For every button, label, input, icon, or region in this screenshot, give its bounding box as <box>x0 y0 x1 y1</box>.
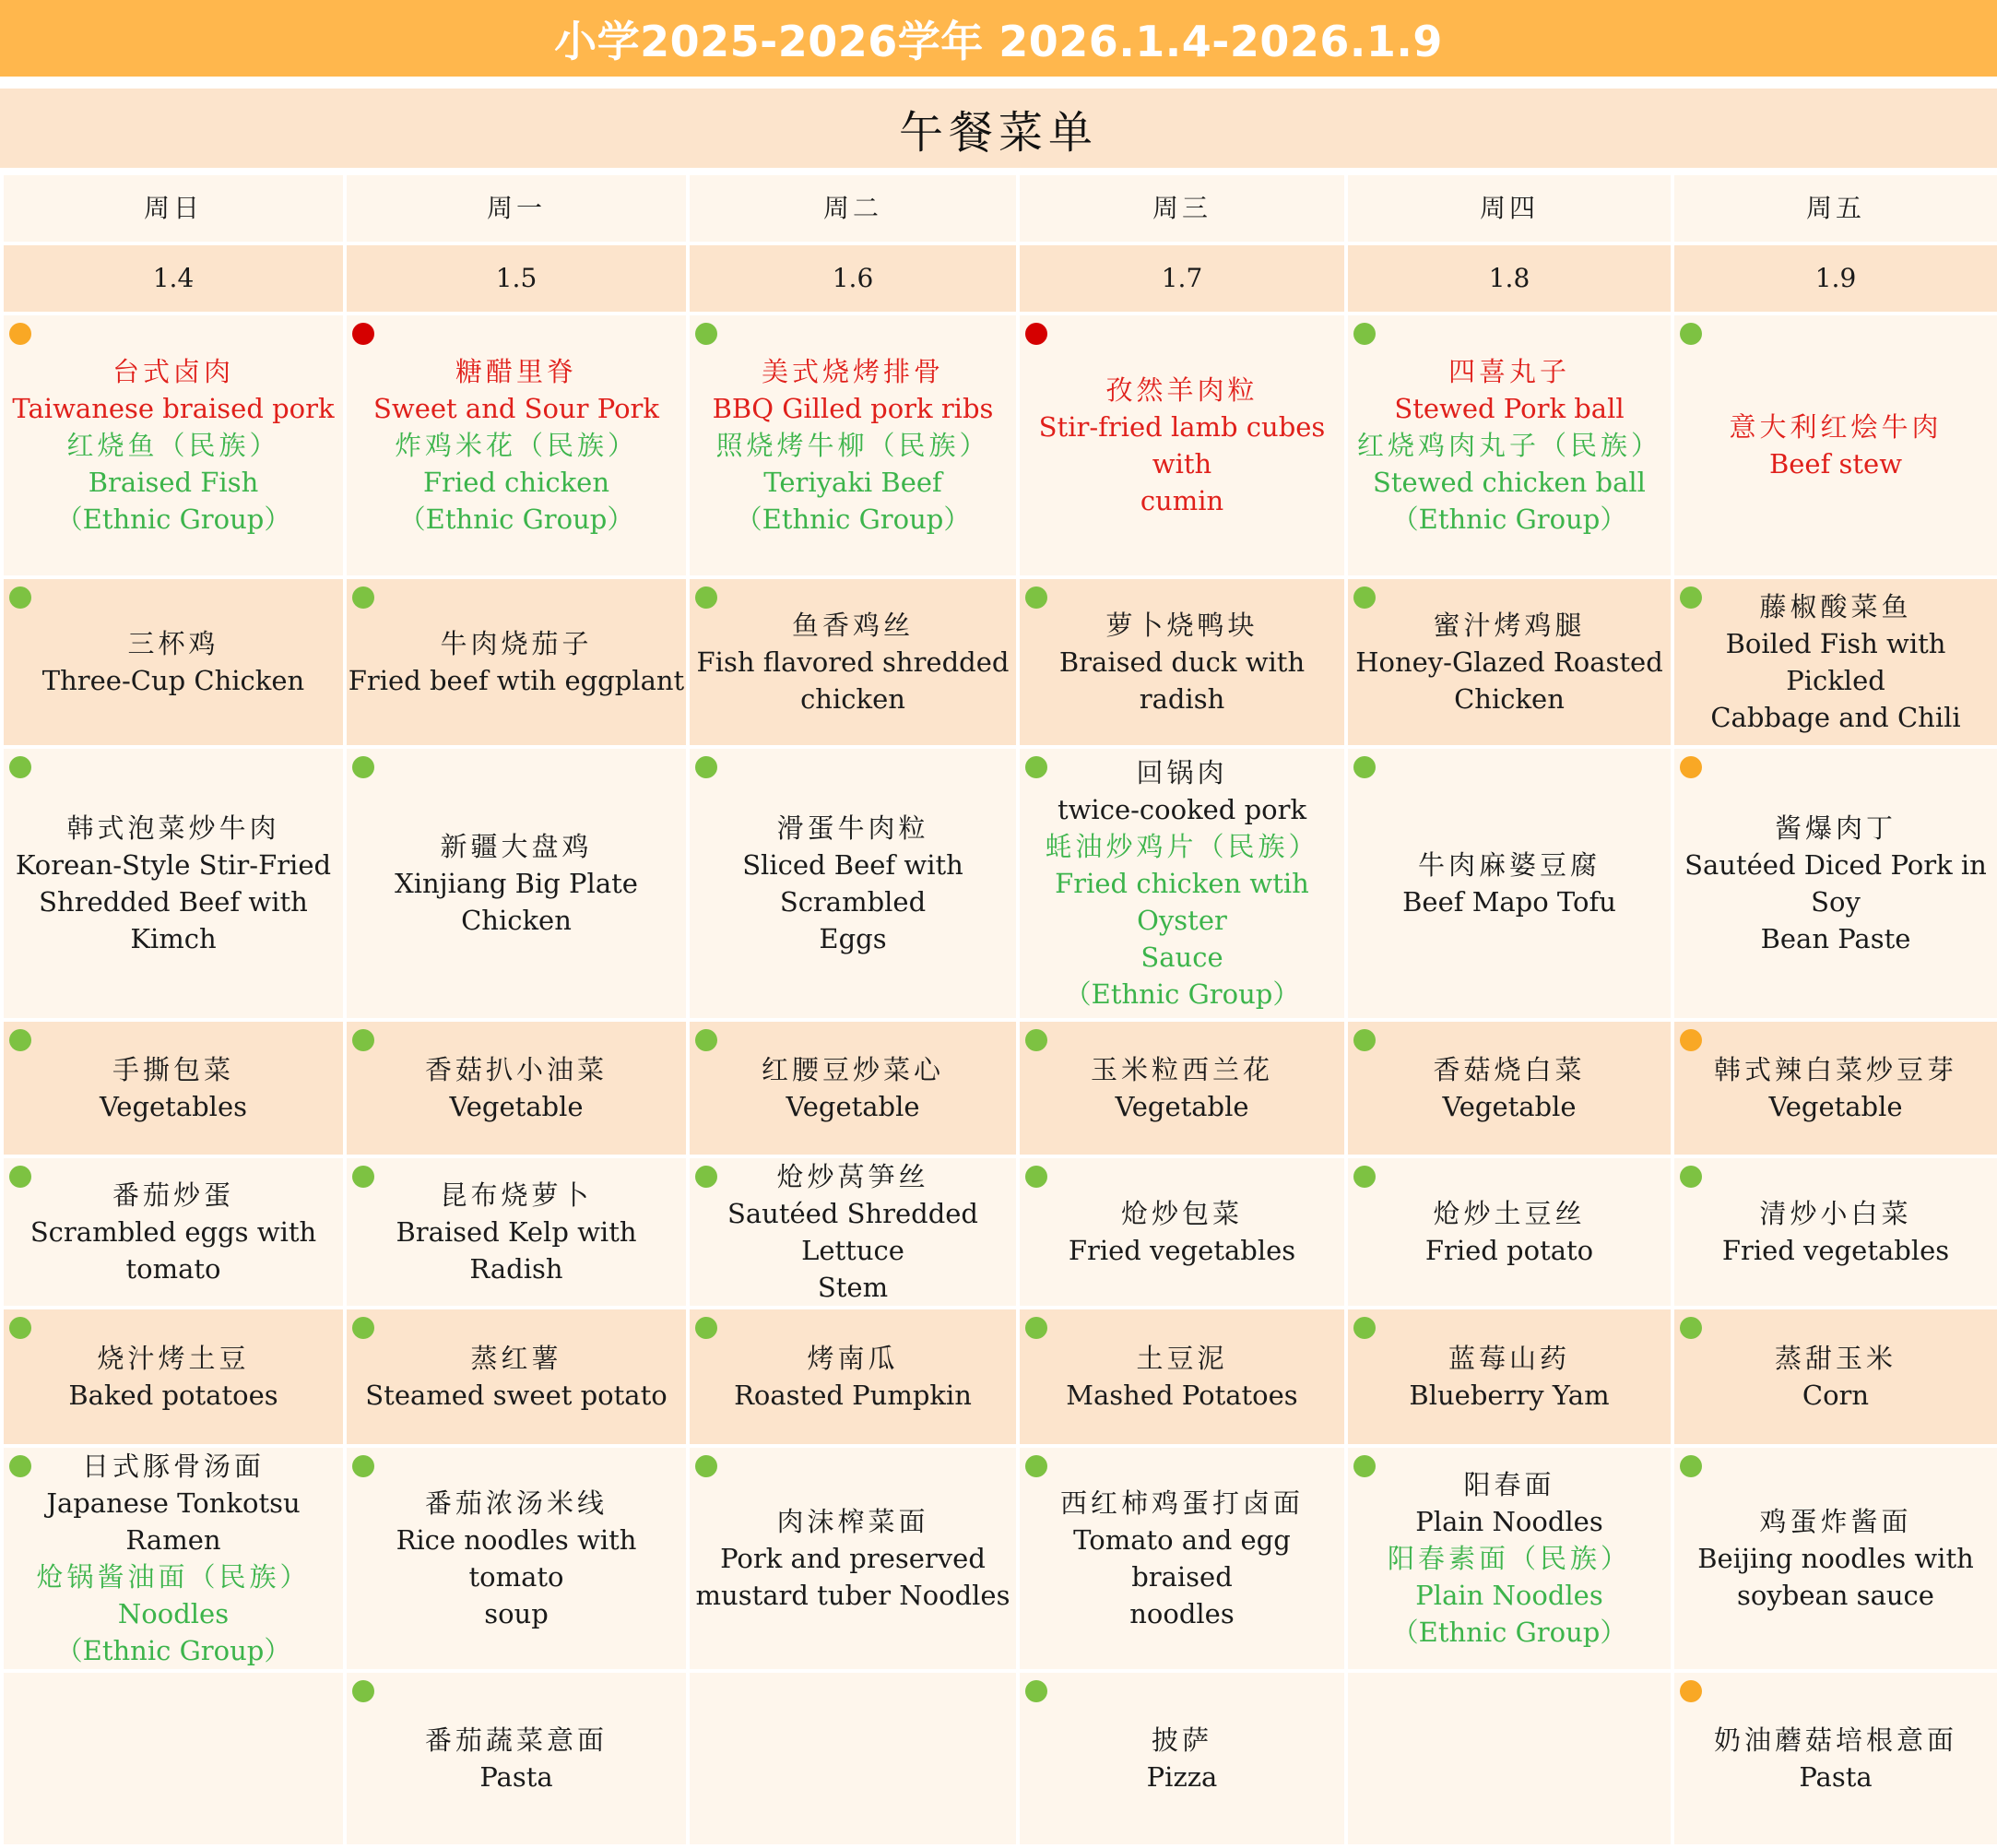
dish-cell <box>688 1671 1018 1846</box>
dish-name-zh: 蜜汁烤鸡腿 <box>1433 610 1586 641</box>
dish-name-en: soybean sauce <box>1737 1580 1934 1611</box>
dish-name-en: Plain Noodles <box>1415 1580 1603 1611</box>
green-dot-icon <box>1353 1166 1376 1188</box>
dish-name-zh: 照烧烤牛柳（民族） <box>715 430 990 461</box>
dish-cell <box>1018 1446 1346 1671</box>
dish-cell <box>345 314 688 577</box>
green-dot-icon <box>1680 1317 1702 1339</box>
dish-name-zh: 西红柿鸡蛋打卤面 <box>1059 1487 1304 1519</box>
dish-name-en: Stir-fried lamb cubes with <box>1038 411 1326 480</box>
dish-name-en: Sautéed Shredded Lettuce <box>727 1198 979 1266</box>
dish-cell <box>2 747 345 1020</box>
dish-name-zh: 韩式泡菜炒牛肉 <box>66 812 280 844</box>
dish-name-en: Shredded Beef with Kimch <box>39 886 308 954</box>
dish-name-en: Fried chicken wtih Oyster <box>1055 868 1309 936</box>
green-dot-icon <box>695 1029 717 1051</box>
dish-name-zh: 糖醋里脊 <box>455 356 577 387</box>
dish-row <box>2 1020 1997 1156</box>
green-dot-icon <box>1025 1029 1047 1051</box>
green-dot-icon <box>9 1029 31 1051</box>
dish-name-en: mustard tuber Noodles <box>695 1580 1010 1611</box>
dish-name-en: chicken <box>800 683 905 715</box>
dish-name-en: Braised duck with radish <box>1058 646 1306 715</box>
dish-cell <box>2 314 345 577</box>
dish-cell <box>345 577 688 747</box>
dish-name-zh: 滑蛋牛肉粒 <box>776 812 929 844</box>
dish-cell <box>1672 747 1997 1020</box>
dish-name-zh: 红烧鸡肉丸子（民族） <box>1356 430 1661 461</box>
dish-name-en: Fried vegetables <box>1068 1235 1296 1266</box>
dish-cell <box>688 1446 1018 1671</box>
dish-name-en: Cabbage and Chili <box>1710 702 1961 733</box>
dish-name-zh: 新疆大盘鸡 <box>440 831 593 862</box>
date-cell: 1.5 <box>345 243 688 314</box>
dish-name-zh: 韩式辣白菜炒豆芽 <box>1713 1054 1957 1085</box>
dish-cell <box>2 1308 345 1446</box>
green-dot-icon <box>695 323 717 345</box>
dish-name-en: Vegetables <box>100 1091 247 1122</box>
menu-subtitle: 午餐菜单 <box>0 89 1997 168</box>
dish-name-zh: 阳春面 <box>1463 1469 1555 1500</box>
dish-row <box>2 747 1997 1020</box>
dish-name-en: Beef stew <box>1768 448 1903 480</box>
dish-cell <box>1346 1671 1672 1846</box>
date-cell: 1.4 <box>2 243 345 314</box>
dish-cell <box>688 1156 1018 1308</box>
dish-name-en: Fried chicken <box>422 467 610 498</box>
dish-name-en: twice-cooked pork <box>1057 794 1307 825</box>
dish-name-en: BBQ Gilled pork ribs <box>712 393 994 424</box>
dish-name-en: Blueberry Yam <box>1409 1380 1610 1411</box>
dish-cell <box>2 1671 345 1846</box>
dish-name-zh: 蚝油炒鸡片（民族） <box>1045 831 1319 862</box>
dish-name-zh: 蓝莓山药 <box>1448 1343 1570 1374</box>
dish-cell <box>1018 314 1346 577</box>
dish-name-en: Three-Cup Chicken <box>41 665 305 696</box>
dish-name-zh: 肉沫榨菜面 <box>776 1506 929 1537</box>
dish-cell <box>1672 1020 1997 1156</box>
dish-cell <box>1672 1156 1997 1308</box>
dish-name-en: Fried beef wtih eggplant <box>348 665 685 696</box>
green-dot-icon <box>1025 1317 1047 1339</box>
dish-name-en: Boiled Fish with Pickled <box>1725 628 1946 696</box>
dish-name-zh: 番茄蔬菜意面 <box>424 1724 608 1756</box>
dish-cell <box>1018 1020 1346 1156</box>
dish-name-en: Sauce <box>1140 942 1223 973</box>
date-cell: 1.6 <box>688 243 1018 314</box>
dish-cell <box>1346 747 1672 1020</box>
dish-name-zh: 烤南瓜 <box>807 1343 899 1374</box>
dish-cell <box>1672 314 1997 577</box>
page-title: 小学2025-2026学年 2026.1.4-2026.1.9 <box>0 0 1997 79</box>
dish-name-zh: 阳春素面（民族） <box>1387 1543 1631 1574</box>
dish-row <box>2 1156 1997 1308</box>
dish-name-en: Sautéed Diced Pork in Soy <box>1684 849 1987 918</box>
green-dot-icon <box>352 1317 374 1339</box>
dish-cell <box>1346 1446 1672 1671</box>
dish-name-en: Vegetable <box>1115 1091 1249 1122</box>
green-dot-icon <box>1025 1680 1047 1702</box>
dish-name-zh: 萝卜烧鸭块 <box>1105 610 1258 641</box>
dish-name-en: Taiwanese braised pork <box>12 393 335 424</box>
dish-cell <box>2 1156 345 1308</box>
dish-name-en: Braised Kelp with Radish <box>396 1216 637 1285</box>
dish-name-zh: 香菇烧白菜 <box>1433 1054 1586 1085</box>
dish-cell <box>1018 747 1346 1020</box>
dish-name-en: Stem <box>817 1272 889 1303</box>
dish-row <box>2 1308 1997 1446</box>
orange-dot-icon <box>1680 756 1702 778</box>
dish-name-en: Sweet and Sour Pork <box>373 393 659 424</box>
dish-cell <box>1018 577 1346 747</box>
dish-name-en: Vegetable <box>786 1091 920 1122</box>
green-dot-icon <box>695 1455 717 1477</box>
dish-name-en: Stewed Pork ball <box>1394 393 1625 424</box>
dish-name-zh: 三杯鸡 <box>127 628 219 659</box>
dish-name-zh: 酱爆肉丁 <box>1774 812 1897 844</box>
green-dot-icon <box>1680 323 1702 345</box>
dish-name-en: Beef Mapo Tofu <box>1402 886 1616 918</box>
dish-row <box>2 1446 1997 1671</box>
dish-name-en: Tomato and egg braised <box>1073 1524 1291 1593</box>
green-dot-icon <box>9 1166 31 1188</box>
dish-name-en: Mashed Potatoes <box>1066 1380 1298 1411</box>
green-dot-icon <box>1353 1455 1376 1477</box>
dish-name-en: cumin <box>1140 485 1224 516</box>
green-dot-icon <box>1353 756 1376 778</box>
dish-name-zh: 炝炒土豆丝 <box>1433 1198 1586 1229</box>
weekday-cell: 周三 <box>1018 173 1346 243</box>
dish-cell <box>1346 1020 1672 1156</box>
dish-name-en: （Ethnic Group） <box>55 1635 291 1666</box>
dish-cell <box>688 314 1018 577</box>
dish-name-en: Roasted Pumpkin <box>734 1380 972 1411</box>
dish-cell <box>1018 1156 1346 1308</box>
dish-name-zh: 炝炒包菜 <box>1120 1198 1243 1229</box>
dish-name-zh: 蒸甜玉米 <box>1774 1343 1897 1374</box>
orange-dot-icon <box>9 323 31 345</box>
green-dot-icon <box>9 1455 31 1477</box>
green-dot-icon <box>352 756 374 778</box>
weekday-cell: 周二 <box>688 173 1018 243</box>
dish-name-en: （Ethnic Group） <box>398 503 634 535</box>
dish-cell <box>1346 314 1672 577</box>
green-dot-icon <box>1353 323 1376 345</box>
dish-name-zh: 鸡蛋炸酱面 <box>1759 1506 1912 1537</box>
dish-cell <box>1672 577 1997 747</box>
dish-name-zh: 红烧鱼（民族） <box>66 430 280 461</box>
dish-name-en: Beijing noodles with <box>1697 1543 1974 1574</box>
dish-cell <box>1018 1671 1346 1846</box>
red-dot-icon <box>352 323 374 345</box>
dish-name-en: Scrambled eggs with tomato <box>30 1216 317 1285</box>
date-cell: 1.7 <box>1018 243 1346 314</box>
dish-name-en: Chicken <box>1454 683 1565 715</box>
dish-name-en: Pasta <box>479 1761 553 1793</box>
green-dot-icon <box>9 586 31 609</box>
green-dot-icon <box>1025 1166 1047 1188</box>
dish-name-zh: 手撕包菜 <box>112 1054 234 1085</box>
dish-name-en: Plain Noodles <box>1415 1506 1603 1537</box>
weekday-cell: 周五 <box>1672 173 1997 243</box>
dish-name-en: Rice noodles with tomato <box>396 1524 637 1593</box>
dish-name-en: soup <box>484 1598 549 1629</box>
dish-row <box>2 1671 1997 1846</box>
orange-dot-icon <box>1680 1029 1702 1051</box>
dish-row <box>2 314 1997 577</box>
dish-name-en: （Ethnic Group） <box>735 503 971 535</box>
dish-cell <box>1346 1308 1672 1446</box>
green-dot-icon <box>352 1455 374 1477</box>
dish-name-zh: 美式烧烤排骨 <box>761 356 944 387</box>
dish-name-en: Korean-Style Stir-Fried <box>15 849 332 881</box>
dish-cell <box>688 1020 1018 1156</box>
dish-name-en: Japanese Tonkotsu Ramen <box>46 1487 301 1556</box>
dish-name-en: Fried potato <box>1424 1235 1594 1266</box>
green-dot-icon <box>1680 1166 1702 1188</box>
dish-name-en: Steamed sweet potato <box>365 1380 668 1411</box>
dish-cell <box>1346 577 1672 747</box>
weekday-cell: 周四 <box>1346 173 1672 243</box>
green-dot-icon <box>1025 756 1047 778</box>
menu-table-body <box>2 173 1997 1846</box>
dish-name-zh: 清炒小白菜 <box>1759 1198 1912 1229</box>
dish-name-zh: 炝锅酱油面（民族） <box>36 1561 311 1593</box>
green-dot-icon <box>1353 586 1376 609</box>
green-dot-icon <box>695 586 717 609</box>
dish-cell <box>1672 1446 1997 1671</box>
dish-name-en: Xinjiang Big Plate Chicken <box>395 868 638 936</box>
dish-name-en: Stewed chicken ball <box>1373 467 1646 498</box>
green-dot-icon <box>1353 1029 1376 1051</box>
dish-cell <box>1672 1671 1997 1846</box>
dish-name-en: Honey-Glazed Roasted <box>1355 646 1663 678</box>
dish-name-zh: 昆布烧萝卜 <box>440 1179 593 1211</box>
dish-name-zh: 台式卤肉 <box>112 356 234 387</box>
dish-name-en: Fish flavored shredded <box>696 646 1010 678</box>
dish-name-en: （Ethnic Group） <box>55 503 291 535</box>
green-dot-icon <box>352 1680 374 1702</box>
dish-cell <box>345 747 688 1020</box>
dish-name-en: Braised Fish <box>88 467 259 498</box>
dish-name-en: （Ethnic Group） <box>1391 1617 1627 1648</box>
dish-name-zh: 炝炒莴笋丝 <box>776 1161 929 1192</box>
dish-cell <box>2 1446 345 1671</box>
dish-name-en: Vegetable <box>1768 1091 1903 1122</box>
green-dot-icon <box>352 586 374 609</box>
dish-name-zh: 四喜丸子 <box>1448 356 1570 387</box>
dish-name-en: Teriyaki Beef <box>763 467 942 498</box>
date-header-row <box>2 243 1997 314</box>
dish-name-zh: 番茄炒蛋 <box>112 1179 234 1211</box>
dish-name-zh: 烧汁烤土豆 <box>97 1343 250 1374</box>
dish-cell <box>1672 1308 1997 1446</box>
dish-name-en: Eggs <box>819 923 887 954</box>
date-cell: 1.8 <box>1346 243 1672 314</box>
dish-name-en: Baked potatoes <box>68 1380 278 1411</box>
dish-name-zh: 玉米粒西兰花 <box>1090 1054 1273 1085</box>
red-dot-icon <box>1025 323 1047 345</box>
dish-cell <box>345 1308 688 1446</box>
orange-dot-icon <box>1680 1680 1702 1702</box>
dish-row <box>2 577 1997 747</box>
dish-name-zh: 番茄浓汤米线 <box>424 1487 608 1519</box>
date-cell: 1.9 <box>1672 243 1997 314</box>
menu-table <box>0 172 1997 1848</box>
dish-name-zh: 蒸红薯 <box>470 1343 562 1374</box>
dish-name-zh: 炸鸡米花（民族） <box>394 430 638 461</box>
dish-name-en: （Ethnic Group） <box>1391 503 1627 535</box>
dish-name-en: （Ethnic Group） <box>1064 978 1300 1010</box>
dish-cell <box>345 1156 688 1308</box>
weekday-header-row <box>2 173 1997 243</box>
dish-cell <box>688 1308 1018 1446</box>
dish-name-en: Pasta <box>1799 1761 1873 1793</box>
dish-name-en: Noodles <box>117 1598 230 1629</box>
dish-name-en: Corn <box>1802 1380 1870 1411</box>
dish-name-zh: 披萨 <box>1151 1724 1212 1756</box>
green-dot-icon <box>695 756 717 778</box>
dish-name-zh: 牛肉烧茄子 <box>440 628 593 659</box>
dish-name-zh: 香菇扒小油菜 <box>424 1054 608 1085</box>
dish-name-zh: 藤椒酸菜鱼 <box>1759 591 1912 622</box>
green-dot-icon <box>352 1166 374 1188</box>
dish-cell <box>1018 1308 1346 1446</box>
dish-cell <box>2 577 345 747</box>
dish-cell <box>1346 1156 1672 1308</box>
green-dot-icon <box>1025 586 1047 609</box>
dish-name-zh: 孜然羊肉粒 <box>1105 374 1258 406</box>
dish-name-zh: 牛肉麻婆豆腐 <box>1417 849 1601 881</box>
dish-name-en: Vegetable <box>1442 1091 1577 1122</box>
weekday-cell: 周一 <box>345 173 688 243</box>
dish-cell <box>345 1446 688 1671</box>
green-dot-icon <box>695 1166 717 1188</box>
green-dot-icon <box>9 1317 31 1339</box>
dish-name-en: Bean Paste <box>1760 923 1911 954</box>
dish-name-en: Vegetable <box>449 1091 584 1122</box>
green-dot-icon <box>1680 586 1702 609</box>
dish-name-zh: 土豆泥 <box>1136 1343 1228 1374</box>
dish-name-zh: 回锅肉 <box>1136 757 1228 788</box>
dish-cell <box>2 1020 345 1156</box>
dish-name-zh: 日式豚骨汤面 <box>81 1451 265 1482</box>
green-dot-icon <box>1680 1455 1702 1477</box>
dish-name-zh: 奶油蘑菇培根意面 <box>1713 1724 1957 1756</box>
weekday-cell: 周日 <box>2 173 345 243</box>
dish-name-en: noodles <box>1129 1598 1235 1629</box>
dish-name-en: Fried vegetables <box>1721 1235 1950 1266</box>
green-dot-icon <box>1025 1455 1047 1477</box>
green-dot-icon <box>695 1317 717 1339</box>
dish-name-zh: 鱼香鸡丝 <box>791 610 914 641</box>
green-dot-icon <box>1353 1317 1376 1339</box>
dish-name-zh: 意大利红烩牛肉 <box>1729 411 1943 443</box>
dish-cell <box>345 1020 688 1156</box>
dish-name-zh: 红腰豆炒菜心 <box>761 1054 944 1085</box>
green-dot-icon <box>9 756 31 778</box>
dish-name-en: Sliced Beef with Scrambled <box>742 849 963 918</box>
dish-name-en: Pork and preserved <box>720 1543 986 1574</box>
dish-cell <box>688 747 1018 1020</box>
dish-cell <box>345 1671 688 1846</box>
green-dot-icon <box>352 1029 374 1051</box>
dish-name-en: Pizza <box>1146 1761 1218 1793</box>
dish-cell <box>688 577 1018 747</box>
